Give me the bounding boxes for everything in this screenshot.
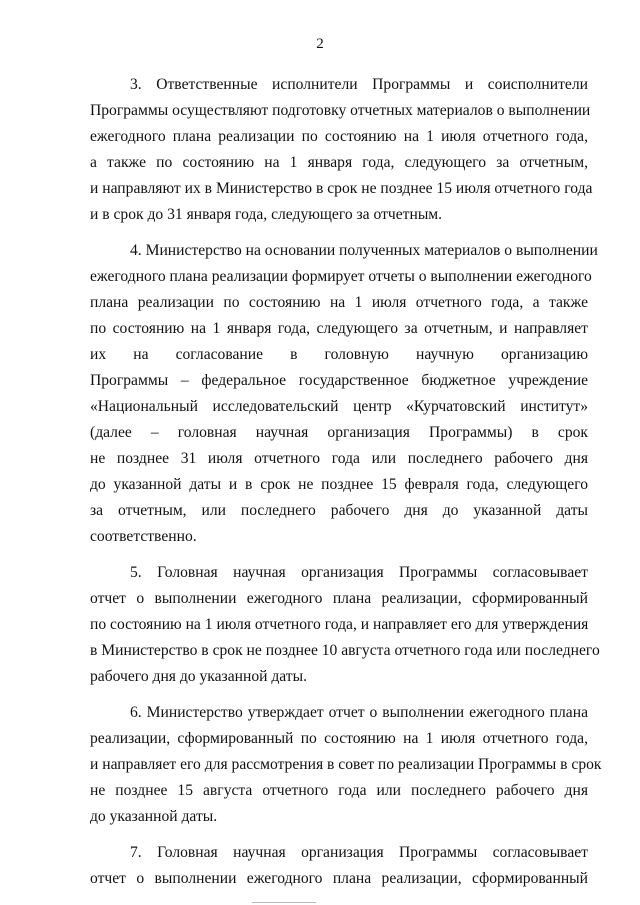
paragraph-5 bbox=[90, 560, 600, 690]
text-line: не позднее 15 августа отчетного года или последнего рабочего дня bbox=[90, 782, 588, 799]
document-body bbox=[90, 72, 602, 902]
text-line: (далее – головная научная организация Программы) в срок bbox=[90, 424, 588, 441]
text-line: и в срок до 31 января года, следующего за отчетным. bbox=[90, 206, 443, 223]
text-line: 6. Министерство утверждает отчет о выполнении ежегодного плана bbox=[130, 704, 588, 721]
paragraph-6 bbox=[90, 700, 602, 830]
text-line: «Национальный исследовательский центр «Курчатовский институт» bbox=[90, 398, 588, 415]
text-line: Программы осуществляют подготовку отчетных материалов о выполнении bbox=[90, 102, 591, 119]
paragraph-3 bbox=[90, 72, 593, 228]
text-line: их на согласование в головную научную организацию bbox=[90, 346, 588, 363]
text-line: за отчетным, или последнего рабочего дня до указанной даты bbox=[90, 502, 588, 519]
scan-artifact-line bbox=[252, 902, 316, 903]
text-line: не позднее 31 июля отчетного года или последнего рабочего дня bbox=[90, 450, 588, 467]
text-line: а также по состоянию на 1 января года, следующего за отчетным, bbox=[90, 154, 588, 171]
paragraph-4 bbox=[90, 238, 598, 550]
text-line: рабочего дня до указанной даты. bbox=[90, 668, 308, 685]
page-number: 2 bbox=[316, 36, 324, 52]
text-line: Программы – федеральное государственное бюджетное учреждение bbox=[90, 372, 588, 389]
text-line: 3. Ответственные исполнители Программы и соисполнители bbox=[130, 76, 588, 93]
text-line: плана реализации по состоянию на 1 июля отчетного года, а также bbox=[90, 294, 588, 311]
text-line: и направляет его для рассмотрения в совет по реализации Программы в срок bbox=[90, 756, 602, 773]
text-line: отчет о выполнении ежегодного плана реализации, сформированный bbox=[90, 870, 588, 887]
paragraph-7 bbox=[90, 840, 588, 892]
text-line: 4. Министерство на основании полученных материалов о выполнении bbox=[130, 242, 598, 259]
text-line: 7. Головная научная организация Программы согласовывает bbox=[130, 844, 588, 861]
text-line: реализации, сформированный по состоянию на 1 июля отчетного года, bbox=[90, 730, 588, 747]
text-line: соответственно. bbox=[90, 528, 197, 545]
text-line: отчет о выполнении ежегодного плана реализации, сформированный bbox=[90, 590, 588, 607]
text-line: по состоянию на 1 января года, следующего за отчетным, и направляет bbox=[90, 320, 588, 337]
text-line: до указанной даты и в срок не позднее 15 февраля года, следующего bbox=[90, 476, 588, 493]
text-line: и направляют их в Министерство в срок не позднее 15 июля отчетного года bbox=[90, 180, 593, 197]
text-line: по состоянию на 1 июля отчетного года, и направляет его для утверждения bbox=[90, 616, 589, 633]
text-line: до указанной даты. bbox=[90, 808, 218, 825]
text-line: ежегодного плана реализации формирует отчеты о выполнении ежегодного bbox=[90, 268, 592, 285]
text-line: 5. Головная научная организация Программы согласовывает bbox=[130, 564, 588, 581]
text-line: в Министерство в срок не позднее 10 августа отчетного года или последнего bbox=[90, 642, 600, 659]
text-line: ежегодного плана реализации по состоянию на 1 июля отчетного года, bbox=[90, 128, 588, 145]
